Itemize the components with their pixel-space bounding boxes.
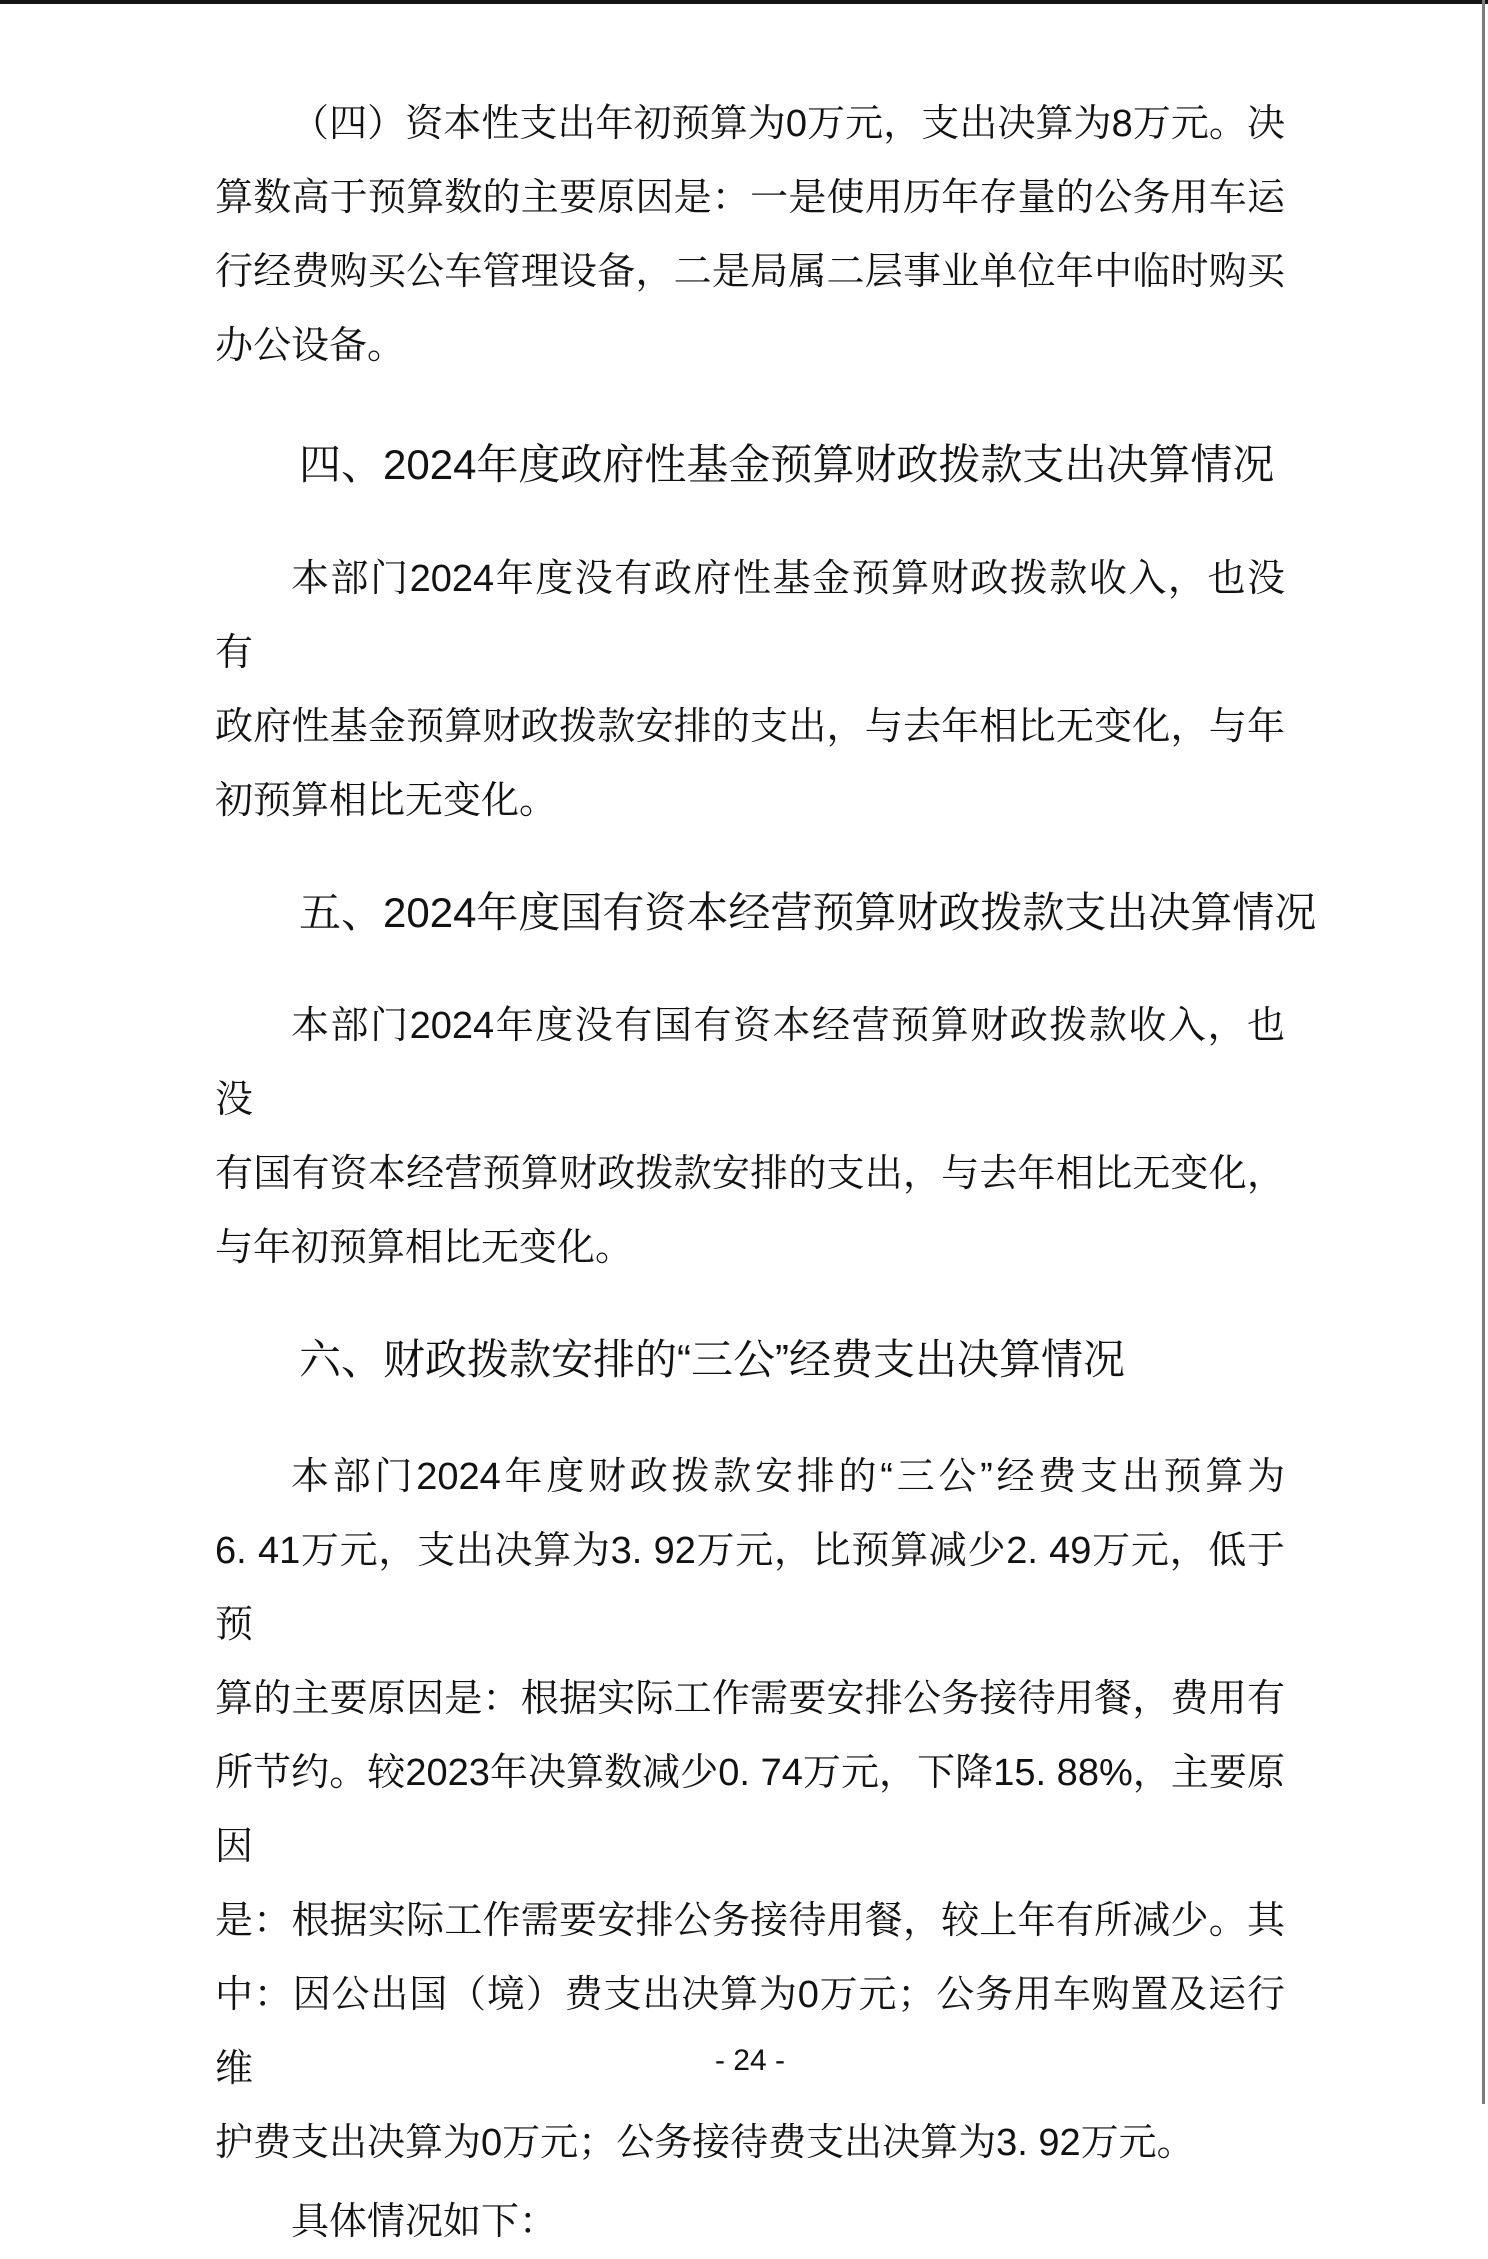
paragraph-line: 与年初预算相比无变化。 [215,1227,634,1269]
paragraph-line: 行经费购买公车管理设备，二是局属二层事业单位年中临时购买 [215,251,1285,293]
paragraph-line: （四）资本性支出年初预算为0万元，支出决算为8万元。决 [291,103,1285,145]
paragraph-line: 具体情况如下： [291,2201,558,2243]
scan-top-edge-bar [0,0,1488,4]
section-heading-five: 五、2024年度国有资本经营预算财政拨款支出决算情况 [299,889,1317,936]
paragraph-line: 是：根据实际工作需要安排公务接待用餐，较上年有所减少。其 [215,1900,1285,1942]
section-heading-four: 四、2024年度政府性基金预算财政拨款支出决算情况 [299,441,1275,488]
section-heading-six: 六、财政拨款安排的“三公”经费支出决算情况 [299,1336,1125,1383]
paragraph-line: 本部门2024年度财政拨款安排的“三公”经费支出预算为 [291,1456,1285,1498]
paragraph-gov-fund [215,542,1285,838]
paragraph-line: 政府性基金预算财政拨款安排的支出，与去年相比无变化，与年 [215,706,1285,748]
scan-right-edge-line [1482,0,1485,2104]
paragraph-line: 中：因公出国（境）费支出决算为0万元；公务用车购置及运行维 [215,1974,1285,2090]
paragraph-line: 本部门2024年度没有政府性基金预算财政拨款收入，也没有 [215,558,1285,674]
paragraph-capital-expense [215,87,1285,383]
paragraph-line: 有国有资本经营预算财政拨款安排的支出，与去年相比无变化， [215,1153,1285,1195]
paragraph-line: 6. 41万元，支出决算为3. 92万元，比预算减少2. 49万元，低于预 [215,1530,1285,1646]
paragraph-line: 办公设备。 [215,325,406,367]
paragraph-line: 所节约。较2023年决算数减少0. 74万元，下降15. 88%，主要原因 [215,1752,1285,1868]
paragraph-line: 本部门2024年度没有国有资本经营预算财政拨款收入，也没 [215,1005,1285,1121]
paragraph-details-intro [215,2185,1285,2259]
page-content [215,87,1317,2259]
paragraph-line: 算数高于预算数的主要原因是：一是使用历年存量的公务用车运 [215,177,1285,219]
paragraph-line: 算的主要原因是：根据实际工作需要安排公务接待用餐，费用有 [215,1678,1285,1720]
paragraph-line: 护费支出决算为0万元；公务接待费支出决算为3. 92万元。 [215,2122,1195,2164]
paragraph-state-capital [215,989,1285,1285]
paragraph-line: 初预算相比无变化。 [215,780,558,822]
page-number: - 24 - [714,2044,786,2077]
